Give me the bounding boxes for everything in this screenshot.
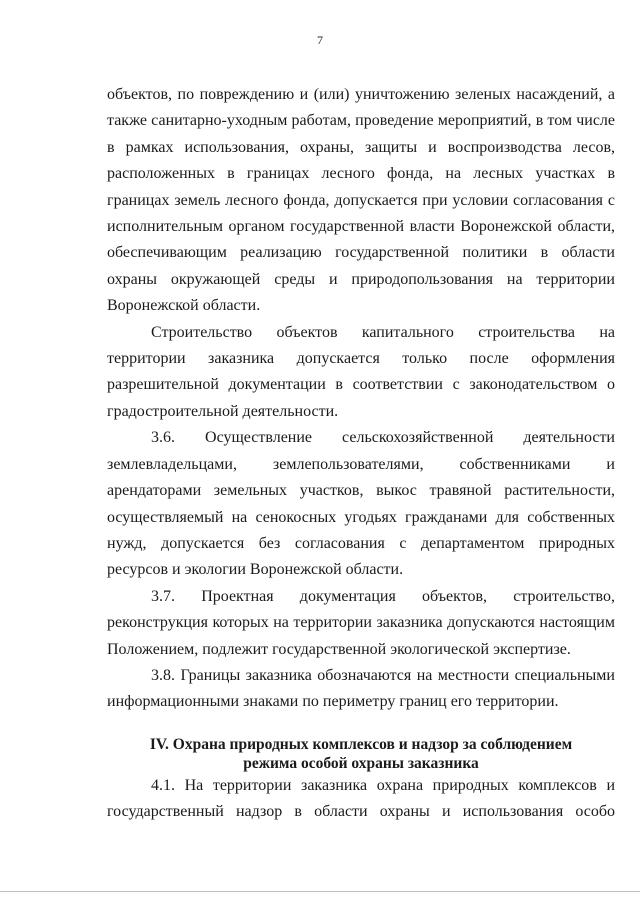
spacer xyxy=(107,716,615,735)
scan-edge-divider xyxy=(0,891,640,892)
page-number: 7 xyxy=(317,33,323,47)
paragraph-3-8: 3.8. Границы заказника обозначаются на местности специальными информационными знаками по периметру границ его территории. xyxy=(107,666,615,711)
paragraph-3-6: 3.6. Осуществление сельскохозяйственной деятельности землевладельцами, землепользователями, собственниками и арендаторами земельных участков, выкос травяной растительности, осуществляемый на сенокосных угодьях гражданами для собственных нужд, допускается без согласования с департаментом природных ресурсов и экологии Воронежской области. xyxy=(107,429,615,579)
section-heading-line-2: режима особой охраны заказника xyxy=(243,754,479,772)
document-body xyxy=(107,82,615,826)
paragraph-4-1: 4.1. На территории заказника охрана природных комплексов и государственный надзор в области охраны и использования особо xyxy=(107,776,615,821)
paragraph-construction: Строительство объектов капитального строительства на территории заказника допускается только после оформления разрешительной документации в соответствии с законодательством о градостроительной деятельности. xyxy=(107,323,615,420)
paragraph-continuation: объектов, по повреждению и (или) уничтожению зеленых насаждений, а также санитарно-уходным работам, проведение мероприятий, в том числе в рамках использования, охраны, защиты и воспроизводства лесов, расположенных в границах лесного фонда, на лесных участках в границах земель лесного фонда, допускается при условии согласования с исполнительным органом государственной власти Воронежской области, обеспечивающим реализацию государственной политики в области охраны окружающей среды и природопользования на территории Воронежской области. xyxy=(107,86,615,315)
section-heading-line-1: IV. Охрана природных комплексов и надзор за соблюдением xyxy=(149,735,573,753)
paragraph-3-7: 3.7. Проектная документация объектов, строительство, реконструкция которых на территории заказника допускаются настоящим Положением, подлежит государственной экологической экспертизе. xyxy=(107,587,615,658)
